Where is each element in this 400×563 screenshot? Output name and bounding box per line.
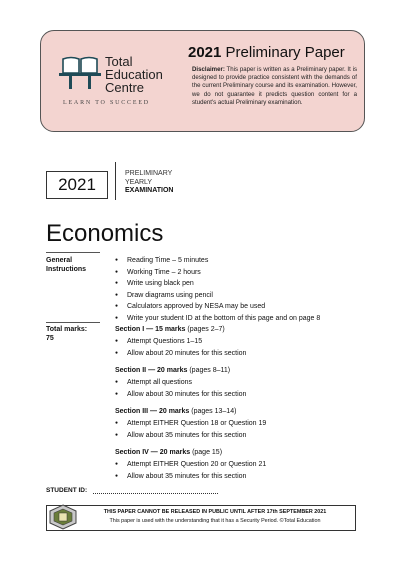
section-1-heading [115, 325, 225, 334]
book-logo-icon [57, 53, 103, 93]
section-pages: (page 15) [192, 449, 223, 456]
section-name: Section I [115, 326, 145, 333]
student-id-label: STUDENT ID: [46, 487, 88, 494]
subject-title: Economics [46, 220, 164, 247]
paper-title-year: 2021 [188, 44, 222, 61]
general-label-line-1: General [46, 257, 73, 264]
exam-year-box: 2021 [46, 171, 108, 199]
total-marks-value: 75 [46, 335, 54, 342]
section-name: Section II [115, 367, 147, 374]
section-1-list [115, 336, 355, 359]
section-marks: — 20 marks [150, 408, 190, 415]
section-pages: (pages 8–11) [189, 367, 231, 374]
exam-type-line-3: EXAMINATION [125, 187, 174, 194]
logo-line-1: Total [105, 54, 133, 69]
exam-type-line-1: PRELIMINARY [125, 170, 173, 177]
list-item: ● Attempt Questions 1–15 [115, 336, 355, 348]
section-2-list [115, 377, 355, 400]
list-item: ● Write your student ID at the bottom of this page and on page 8 [115, 313, 355, 325]
list-item: ● Attempt EITHER Question 18 or Question 19 [115, 418, 355, 430]
list-item: ● Write using black pen [115, 278, 355, 290]
general-rule [46, 252, 100, 253]
paper-title-text: Preliminary Paper [225, 44, 345, 61]
student-id-field[interactable] [93, 493, 218, 494]
footer-shield-icon [48, 504, 78, 530]
general-label [46, 256, 86, 274]
exam-type-line-2: YEARLY [125, 178, 153, 186]
logo-line-2: Education [105, 67, 163, 82]
section-name: Section III [115, 408, 149, 415]
disclaimer-text: This paper is written as a Preliminary paper. It is designed to provide practice consistent with the demands of the current Preliminary course and its examination. However, we do not guarantee it predicts question content for a student's actual Preliminary examination. [192, 66, 357, 106]
list-item: ● Attempt EITHER Question 20 or Question 21 [115, 459, 355, 471]
section-pages: (pages 13–14) [191, 408, 237, 415]
marks-rule [46, 322, 100, 323]
exam-divider [115, 162, 116, 200]
section-3-list [115, 418, 355, 441]
section-2-heading [115, 366, 230, 375]
section-pages: (pages 2–7) [187, 326, 225, 333]
footer-note: This paper is used with the understanding that it has a Security Period. ©Total Education [109, 518, 321, 524]
section-4-list [115, 459, 355, 482]
footer-warning: THIS PAPER CANNOT BE RELEASED IN PUBLIC UNTIL AFTER 17th SEPTEMBER 2021 [103, 509, 327, 515]
list-item: ● Allow about 35 minutes for this section [115, 430, 355, 442]
tec-logo [57, 53, 187, 111]
list-item: ● Attempt all questions [115, 377, 355, 389]
section-name: Section IV [115, 449, 149, 456]
general-instructions-list [115, 255, 355, 324]
disclaimer [192, 66, 357, 107]
disclaimer-label: Disclaimer: [192, 66, 225, 73]
section-marks: — 20 marks [148, 367, 188, 374]
list-item: ● Working Time – 2 hours [115, 267, 355, 279]
section-marks: — 20 marks [150, 449, 191, 456]
section-4-heading [115, 448, 222, 457]
section-3-heading [115, 407, 236, 416]
list-item: ● Allow about 30 minutes for this section [115, 389, 355, 401]
list-item: ● Allow about 35 minutes for this section [115, 471, 355, 483]
list-item: ● Reading Time – 5 minutes [115, 255, 355, 267]
section-marks: — 15 marks [146, 326, 186, 333]
list-item: ● Draw diagrams using pencil [115, 290, 355, 302]
logo-tagline: LEARN TO SUCCEED [63, 100, 150, 106]
total-marks-label [46, 325, 87, 343]
total-marks-label-line-1: Total marks: [46, 326, 88, 333]
paper-title [188, 44, 364, 61]
general-label-line-2: Instructions [46, 266, 87, 273]
exam-type [125, 170, 173, 196]
list-item: ● Calculators approved by NESA may be used [115, 301, 355, 313]
logo-line-3: Centre [105, 80, 145, 95]
list-item: ● Allow about 20 minutes for this section [115, 348, 355, 360]
